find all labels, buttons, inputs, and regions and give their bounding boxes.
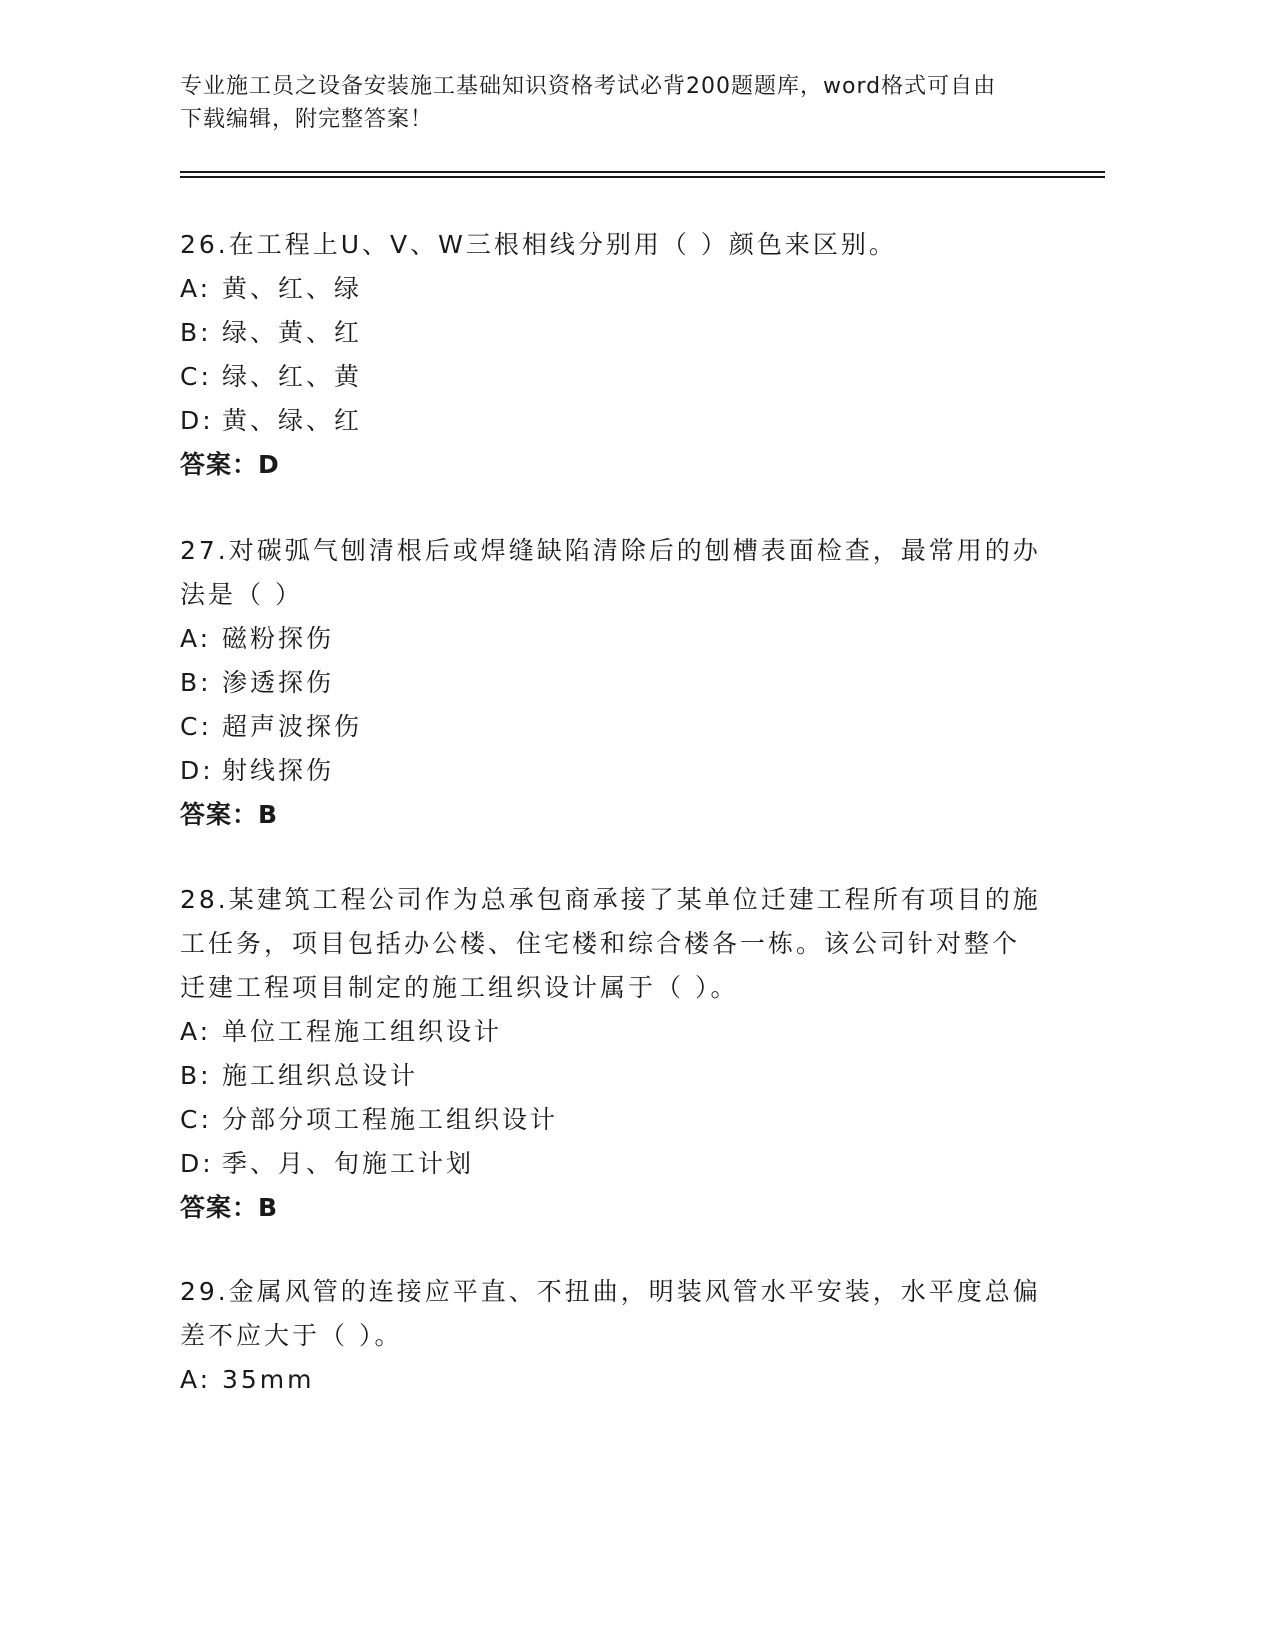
option-d — [180, 399, 1040, 443]
option-a — [180, 617, 1040, 661]
question-29 — [180, 1270, 1040, 1402]
question-text: 29.金属风管的连接应平直、不扭曲，明装风管水平安装，水平度总偏 — [180, 1277, 1041, 1306]
option-letter: D: — [180, 1149, 214, 1178]
option-letter: B: — [180, 668, 212, 697]
question-text: 工任务，项目包括办公楼、住宅楼和综合楼各一栋。该公司针对整个 — [180, 929, 1021, 958]
answer-text: 答案：B — [180, 1193, 279, 1222]
question-28 — [180, 878, 1040, 1230]
question-text: 27.对碳弧气刨清根后或焊缝缺陷清除后的刨槽表面检查，最常用的办 — [180, 536, 1041, 565]
option-text: 绿、黄、红 — [222, 318, 363, 347]
option-b — [180, 1054, 1040, 1098]
option-text: 绿、红、黄 — [222, 362, 363, 391]
option-letter: D: — [180, 756, 214, 785]
option-b — [180, 311, 1040, 355]
document-header — [180, 70, 1060, 136]
option-text: 射线探伤 — [222, 756, 335, 785]
option-a — [180, 1010, 1040, 1054]
option-letter: C: — [180, 1105, 212, 1134]
option-letter: C: — [180, 712, 212, 741]
header-rule-top — [180, 171, 1105, 173]
option-text: 分部分项工程施工组织设计 — [222, 1105, 559, 1134]
option-text: 单位工程施工组织设计 — [222, 1017, 503, 1046]
option-letter: D: — [180, 406, 214, 435]
option-c — [180, 355, 1040, 399]
option-letter: B: — [180, 1061, 212, 1090]
option-letter: C: — [180, 362, 212, 391]
option-c — [180, 1098, 1040, 1142]
option-b — [180, 661, 1040, 705]
question-text: 26.在工程上U、V、W三根相线分别用（ ）颜色来区别。 — [180, 230, 897, 259]
question-text: 差不应大于（ ）。 — [180, 1321, 403, 1350]
header-rule-bottom — [180, 176, 1105, 178]
option-text: 黄、红、绿 — [222, 274, 363, 303]
question-26 — [180, 223, 1040, 487]
option-text: 磁粉探伤 — [222, 624, 335, 653]
question-27 — [180, 529, 1040, 837]
option-text: 超声波探伤 — [222, 712, 363, 741]
option-text: 渗透探伤 — [222, 668, 335, 697]
header-line-2: 下载编辑，附完整答案！ — [180, 107, 434, 132]
option-text: 35mm — [222, 1365, 315, 1394]
option-d — [180, 749, 1040, 793]
answer-text: 答案：D — [180, 450, 280, 479]
option-c — [180, 705, 1040, 749]
question-text: 28.某建筑工程公司作为总承包商承接了某单位迁建工程所有项目的施 — [180, 885, 1041, 914]
option-letter: A: — [180, 274, 212, 303]
option-text: 黄、绿、红 — [222, 406, 363, 435]
question-text: 法是（ ） — [180, 580, 303, 609]
option-letter: A: — [180, 624, 212, 653]
option-d — [180, 1142, 1040, 1186]
header-line-1: 专业施工员之设备安装施工基础知识资格考试必背200题题库，word格式可自由 — [180, 74, 997, 99]
question-text: 迁建工程项目制定的施工组织设计属于（ ）。 — [180, 973, 739, 1002]
option-a — [180, 267, 1040, 311]
option-letter: A: — [180, 1017, 212, 1046]
option-letter: B: — [180, 318, 212, 347]
option-text: 施工组织总设计 — [222, 1061, 419, 1090]
option-a — [180, 1358, 1040, 1402]
option-text: 季、月、旬施工计划 — [222, 1149, 475, 1178]
option-letter: A: — [180, 1365, 212, 1394]
answer-text: 答案：B — [180, 800, 279, 829]
